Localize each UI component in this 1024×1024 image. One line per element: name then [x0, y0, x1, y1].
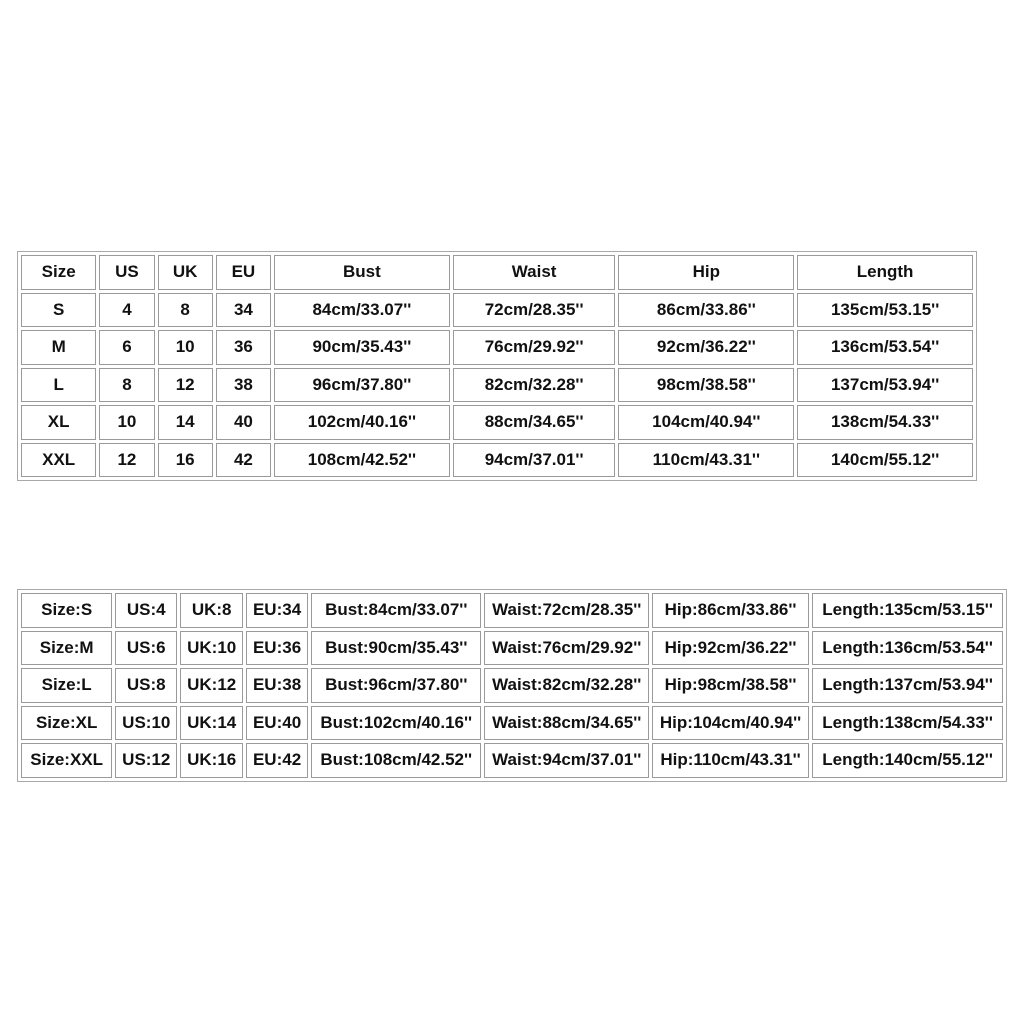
- table-cell: 98cm/38.58'': [618, 368, 794, 403]
- table-cell: 140cm/55.12'': [797, 443, 973, 478]
- header-cell: Length: [797, 255, 973, 290]
- table-cell: Bust:108cm/42.52'': [311, 743, 481, 778]
- table-cell: 12: [158, 368, 213, 403]
- table-cell: 96cm/37.80'': [274, 368, 450, 403]
- table-cell: EU:36: [246, 631, 308, 666]
- table-row: [21, 706, 1003, 741]
- table-cell: Length:140cm/55.12'': [812, 743, 1003, 778]
- table-cell: Waist:82cm/32.28'': [484, 668, 648, 703]
- header-cell: Waist: [453, 255, 616, 290]
- header-cell: Bust: [274, 255, 450, 290]
- table-cell: Size:S: [21, 593, 112, 628]
- table-cell: 82cm/32.28'': [453, 368, 616, 403]
- table-row: [21, 443, 973, 478]
- table-cell: 84cm/33.07'': [274, 293, 450, 328]
- table-cell: 10: [99, 405, 154, 440]
- table-row: [21, 405, 973, 440]
- table-cell: 38: [216, 368, 271, 403]
- header-cell: EU: [216, 255, 271, 290]
- table-cell: XL: [21, 405, 96, 440]
- table-cell: Waist:76cm/29.92'': [484, 631, 648, 666]
- table-cell: Hip:98cm/38.58'': [652, 668, 809, 703]
- table-cell: US:12: [115, 743, 177, 778]
- table-cell: Waist:94cm/37.01'': [484, 743, 648, 778]
- table-cell: 102cm/40.16'': [274, 405, 450, 440]
- table-cell: 138cm/54.33'': [797, 405, 973, 440]
- table-cell: US:8: [115, 668, 177, 703]
- table-cell: UK:16: [180, 743, 243, 778]
- table-cell: 40: [216, 405, 271, 440]
- table-cell: 104cm/40.94'': [618, 405, 794, 440]
- table-cell: US:4: [115, 593, 177, 628]
- table-cell: 8: [158, 293, 213, 328]
- table-cell: 86cm/33.86'': [618, 293, 794, 328]
- table-cell: 72cm/28.35'': [453, 293, 616, 328]
- table-cell: UK:14: [180, 706, 243, 741]
- table-cell: EU:34: [246, 593, 308, 628]
- table-cell: Hip:110cm/43.31'': [652, 743, 809, 778]
- table-cell: Hip:104cm/40.94'': [652, 706, 809, 741]
- table-cell: 6: [99, 330, 154, 365]
- table-cell: Size:L: [21, 668, 112, 703]
- table-cell: L: [21, 368, 96, 403]
- table-cell: Size:XL: [21, 706, 112, 741]
- table-row: [21, 743, 1003, 778]
- table-cell: 110cm/43.31'': [618, 443, 794, 478]
- table-cell: Waist:88cm/34.65'': [484, 706, 648, 741]
- table-cell: Bust:96cm/37.80'': [311, 668, 481, 703]
- table-cell: Hip:92cm/36.22'': [652, 631, 809, 666]
- header-cell: Hip: [618, 255, 794, 290]
- table-cell: 36: [216, 330, 271, 365]
- table-cell: 34: [216, 293, 271, 328]
- table-cell: UK:10: [180, 631, 243, 666]
- table-cell: Bust:84cm/33.07'': [311, 593, 481, 628]
- table-cell: Length:135cm/53.15'': [812, 593, 1003, 628]
- table-cell: Size:XXL: [21, 743, 112, 778]
- table-cell: EU:42: [246, 743, 308, 778]
- table-cell: 4: [99, 293, 154, 328]
- size-chart-labeled-table: [17, 589, 1007, 782]
- table-cell: 137cm/53.94'': [797, 368, 973, 403]
- table-cell: 136cm/53.54'': [797, 330, 973, 365]
- table-cell: UK:8: [180, 593, 243, 628]
- table-cell: XXL: [21, 443, 96, 478]
- table-cell: 8: [99, 368, 154, 403]
- table-cell: 92cm/36.22'': [618, 330, 794, 365]
- table-cell: Hip:86cm/33.86'': [652, 593, 809, 628]
- table-cell: 42: [216, 443, 271, 478]
- table-cell: M: [21, 330, 96, 365]
- table-cell: 135cm/53.15'': [797, 293, 973, 328]
- table-cell: Bust:90cm/35.43'': [311, 631, 481, 666]
- table-cell: US:6: [115, 631, 177, 666]
- table-cell: EU:38: [246, 668, 308, 703]
- table-row: [21, 593, 1003, 628]
- table-cell: 12: [99, 443, 154, 478]
- table-cell: UK:12: [180, 668, 243, 703]
- table-cell: US:10: [115, 706, 177, 741]
- table-cell: 14: [158, 405, 213, 440]
- table-row: [21, 293, 973, 328]
- table-cell: 88cm/34.65'': [453, 405, 616, 440]
- header-cell: UK: [158, 255, 213, 290]
- table-row: [21, 668, 1003, 703]
- table-header-row: [21, 255, 973, 290]
- header-cell: US: [99, 255, 154, 290]
- table-cell: Waist:72cm/28.35'': [484, 593, 648, 628]
- table-row: [21, 368, 973, 403]
- table-cell: Size:M: [21, 631, 112, 666]
- table-cell: 90cm/35.43'': [274, 330, 450, 365]
- table-cell: 76cm/29.92'': [453, 330, 616, 365]
- table-cell: Length:137cm/53.94'': [812, 668, 1003, 703]
- table-cell: Bust:102cm/40.16'': [311, 706, 481, 741]
- size-chart-table: [17, 251, 977, 481]
- header-cell: Size: [21, 255, 96, 290]
- table-row: [21, 631, 1003, 666]
- table-cell: Length:138cm/54.33'': [812, 706, 1003, 741]
- table-cell: 10: [158, 330, 213, 365]
- table-row: [21, 330, 973, 365]
- table-cell: S: [21, 293, 96, 328]
- table-cell: 16: [158, 443, 213, 478]
- table-cell: EU:40: [246, 706, 308, 741]
- table-cell: Length:136cm/53.54'': [812, 631, 1003, 666]
- table-cell: 108cm/42.52'': [274, 443, 450, 478]
- table-cell: 94cm/37.01'': [453, 443, 616, 478]
